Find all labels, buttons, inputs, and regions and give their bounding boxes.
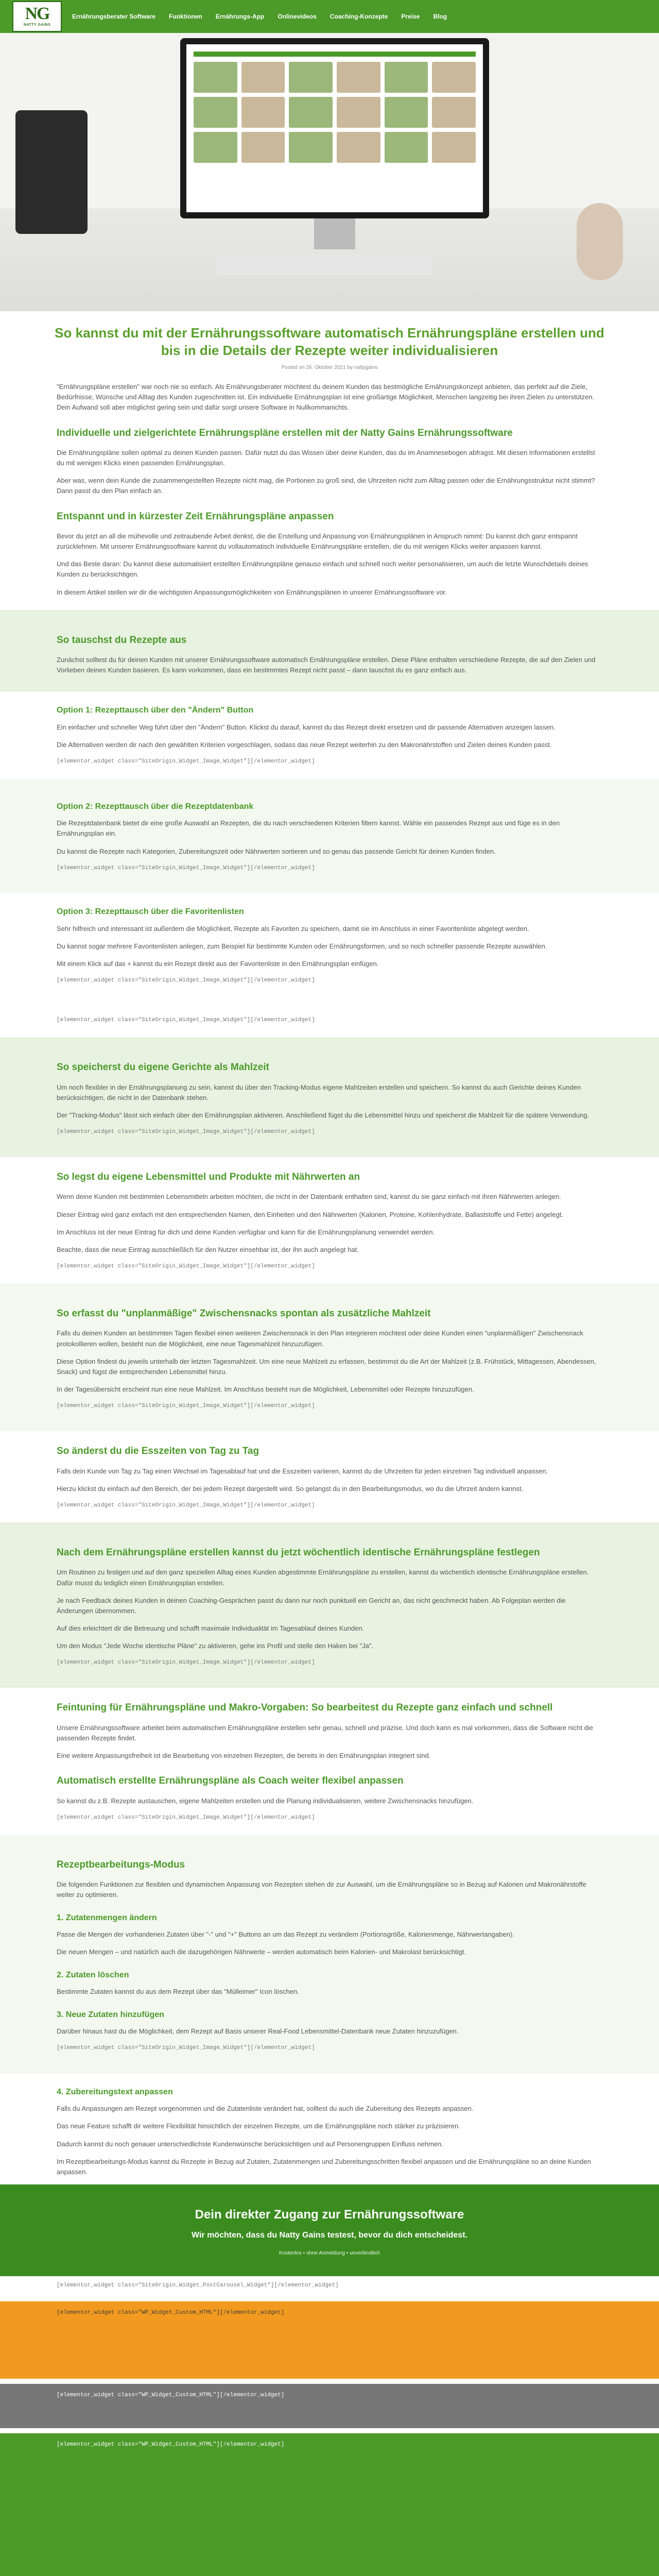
paragraph: Dadurch kannst du noch genauer unterschiedlichste Kundenwünsche berücksichtigen und auf Personengruppen Einfluss nehmen.: [57, 2140, 443, 2148]
article-title: So kannst du mit der Ernährungssoftware automatisch Ernährungspläne erstellen und bis in die Details der Rezepte weiter individualisieren: [55, 325, 604, 358]
paragraph: Unsere Ernährungssoftware arbeitet beim automatischen Ernährungspläne erstellen sehr genau, schnell und präzise. Und doch kann es mal vorkommen, dass die Software nicht die passenden Rezepte findet.: [57, 1723, 594, 1742]
cta-banner: [0, 2184, 659, 2276]
section-heading: Nach dem Ernährungspläne erstellen kannst du jetzt wöchentlich identische Ernährungspläne festlegen: [57, 1547, 540, 1558]
nav-item-coaching[interactable]: Coaching-Konzepte: [330, 12, 388, 20]
nav-item-software[interactable]: Ernährungsberater Software: [72, 12, 156, 20]
nav-menu: [72, 12, 447, 22]
pen-holder: [15, 110, 88, 234]
section-heading: So speicherst du eigene Gerichte als Mahlzeit: [57, 1062, 269, 1073]
paragraph: Eine weitere Anpassungsfreiheit ist die Bearbeitung von einzelnen Rezepten, die bereits in den Ernährungsplan integriert sind.: [57, 1752, 431, 1760]
widget-shortcode: [elementor_widget class="SiteOrigin_Widget_Image_Widget"][/elementor_widget]: [57, 977, 315, 984]
grey-band: [0, 2384, 659, 2428]
widget-shortcode: [elementor_widget class="SiteOrigin_Widget_Image_Widget"][/elementor_widget]: [57, 865, 315, 871]
section-heading: So erfasst du "unplanmäßige" Zwischensnacks spontan als zusätzliche Mahlzeit: [57, 1308, 431, 1319]
paragraph: Im Rezeptbearbeitungs-Modus kannst du Rezepte in Bezug auf Zutaten, Zutatenmengen und Zubereitungsschritten flexibel anpassen und die Ernährungspläne so an deine Kunden anpassen.: [57, 2157, 591, 2176]
paragraph: Die Alternativen werden dir nach den gewählten Kriterien vorgeschlagen, sodass das neue Rezept weiterhin zu den Makronährstoffen und Zielen deines Kunden passt.: [57, 741, 552, 749]
nav-item-videos[interactable]: Onlinevideos: [278, 12, 317, 20]
section-heading: Feintuning für Ernährungspläne und Makro-Vorgaben: So bearbeitest du Rezepte ganz einfach und schnell: [57, 1702, 553, 1714]
paragraph: In der Tagesübersicht erscheint nun eine neue Mahlzeit. Im Anschluss besteht nun die Möglichkeit, Lebensmittel oder Rezepte hinzuzufügen.: [57, 1385, 474, 1394]
paragraph: Zunächst solltest du für deinen Kunden mit unserer Ernährungssoftware automatisch Ernährungspläne erstellen. Diese Pläne enthalten verschiedene Rezepte, die auf den Zielen und Vorlieben deines Kunden basieren. Es kann vorkommen, dass ein bestimmtes Rezept nicht passt – dann tauschst du es ganz einfach aus.: [57, 656, 596, 674]
paragraph: Du kannst die Rezepte nach Kategorien, Zubereitungszeit oder Nährwerten sortieren und so genau das passende Gericht für deinen Kunden finden.: [57, 847, 496, 855]
paragraph: Das neue Feature schafft dir weitere Flexibilität hinsichtlich der einzelnen Rezepte, um die Ernährungspläne noch stärker zu präzisieren.: [57, 2122, 460, 2130]
subsection-heading: Option 1: Rezepttausch über den "Ändern" Button: [57, 706, 254, 715]
section-heading: Entspannt und in kürzester Zeit Ernährungspläne anpassen: [57, 511, 334, 522]
widget-shortcode: [elementor_widget class="SiteOrigin_Widget_PostCarousel_Widget"][/elementor_widget]: [57, 2282, 339, 2289]
paragraph: Im Anschluss ist der neue Eintrag für dich und deine Kunden verfügbar und kann für die Ernährungsplanung verwendet werden.: [57, 1228, 435, 1236]
paragraph: Um den Modus "Jede Woche identische Pläne" zu aktivieren, gehe ins Profil und stelle den Haken bei "Ja".: [57, 1642, 374, 1650]
paragraph: Die folgenden Funktionen zur flexiblen und dynamischen Anpassung von Rezepten stehen dir zur Auswahl, um die Ernährungspläne so in Bezug auf Kalorien und Makronährstoffe weiter zu optimieren.: [57, 1880, 586, 1899]
subsection-heading: Option 2: Rezepttausch über die Rezeptdatenbank: [57, 802, 254, 811]
widget-shortcode: [elementor_widget class="WP_Widget_Custom_HTML"][/elementor_widget]: [57, 2392, 285, 2398]
screen-header-bar: [194, 52, 476, 57]
keyboard: [216, 255, 432, 275]
monitor: [180, 38, 489, 218]
paragraph: So kannst du z.B. Rezepte austauschen, eigene Mahlzeiten erstellen und die Planung individualisieren, weitere Zwischensnacks hinzufügen.: [57, 1797, 474, 1805]
main-navigation: [0, 0, 659, 33]
paragraph: Bevor du jetzt an all die mühevolle und zeitraubende Arbeit denkst, die die Erstellung und Anpassung von Ernährungsplänen in Anspruch nimmt: Du kannst dich ganz entspannt zurücklehnen. Mit unserer Ernährungssoftware kannst du vollautomatisch individuelle Ernährungspläne erstellen, die du mit wenigen Klicks weiter anpassen kannst.: [57, 532, 578, 551]
nav-item-preise[interactable]: Preise: [401, 12, 420, 20]
widget-shortcode: [elementor_widget class="SiteOrigin_Widget_Image_Widget"][/elementor_widget]: [57, 758, 315, 765]
widget-shortcode: [elementor_widget class="SiteOrigin_Widget_Image_Widget"][/elementor_widget]: [57, 1502, 315, 1509]
paragraph: Bestimmte Zutaten kannst du aus dem Rezept über das "Mülleimer" Icon löschen.: [57, 1988, 299, 1996]
section-band: [0, 1283, 659, 1431]
intro-paragraph: "Ernährungspläne erstellen" war noch nie so einfach. Als Ernährungsberater möchtest du deinem Kunden das bestmögliche Ernährungskonzept anbieten, das perfekt auf die Ziele, Bedürfnisse, Wünsche und Alltag des Kunden zugeschnitten ist. Ein individuelle Ernährungsplan ist eine großartige Möglichkeit, Menschen langzeitig bei ihren Zielen zu unterstützen. Dein Aufwand soll aber möglichst gering sein und dafür sorgt unsere Software in Nullkommanichts.: [57, 383, 595, 412]
paragraph: Und das Beste daran: Du kannst diese automatisiert erstellten Ernährungspläne genauso einfach und schnell noch weiter personalisieren, um auch die letzte Wunschdetails deines Kunden zu berücksichtigen.: [57, 560, 588, 579]
paragraph: Der "Tracking-Modus" lässt sich einfach über den Ernährungsplan aktivieren. Anschließend fügst du die Lebensmittel hinzu und speicherst die Mahlzeit für die spätere Verwendung.: [57, 1111, 589, 1119]
nav-item-app[interactable]: Ernährungs-App: [215, 12, 265, 20]
paragraph: In diesem Artikel stellen wir dir die wichtigsten Anpassungsmöglichkeiten von Ernährungsplänen in unserer Ernährungssoftware vor.: [57, 588, 447, 596]
widget-shortcode: [elementor_widget class="SiteOrigin_Widget_Image_Widget"][/elementor_widget]: [57, 1403, 315, 1410]
section-heading: Rezeptbearbeitungs-Modus: [57, 1859, 185, 1870]
subsection-heading: 4. Zubereitungstext anpassen: [57, 2087, 173, 2096]
site-logo[interactable]: [12, 1, 62, 32]
section-band: [0, 1037, 659, 1157]
paragraph: Hierzu klickst du einfach auf den Bereich, der bei jedem Rezept dargestellt wird. So gelangst du in den Bearbeitungsmodus, wo du die Uhrzeit ändern kannst.: [57, 1484, 524, 1493]
widget-shortcode: [elementor_widget class="SiteOrigin_Widget_Image_Widget"][/elementor_widget]: [57, 2045, 315, 2052]
paragraph: Aber was, wenn dein Kunde die zusammengestellten Rezepte nicht mag, die Portionen zu groß sind, die Uhrzeiten nicht zum Alltag passen oder die Ernährungsstruktur nicht stimmt? Dann passt du den Plan einfach an.: [57, 477, 595, 495]
section-band: [0, 1835, 659, 2074]
paragraph: Dieser Eintrag wird ganz einfach mit den entsprechenden Namen, den Einheiten und den Nährwerten (Kalorien, Proteine, Kohlenhydrate, Ballaststoffe und Fette) angelegt.: [57, 1210, 564, 1218]
paragraph: Falls dein Kunde von Tag zu Tag einen Wechsel im Tagesablauf hat und die Esszeiten variieren, kannst du die Uhrzeiten für jeden einzelnen Tag individuell anpassen.: [57, 1467, 548, 1475]
section-heading: Automatisch erstellte Ernährungspläne als Coach weiter flexibel anpassen: [57, 1775, 404, 1787]
subsection-heading: 1. Zutatenmengen ändern: [57, 1913, 157, 1922]
site-footer: [0, 2433, 659, 2576]
paragraph: Ein einfacher und schneller Weg führt über den "Ändern" Button. Klickst du darauf, kannst du das Rezept direkt ersetzen und dir passende Alternativen anzeigen lassen.: [57, 723, 556, 732]
cta-subheading: Wir möchten, dass du Natty Gains testest, bevor du dich entscheidest.: [192, 2231, 467, 2240]
logo-mark: NG: [25, 4, 49, 23]
article-meta: Posted on 26. Oktober 2021 by nattygains: [281, 364, 378, 370]
section-heading: Individuelle und zielgerichtete Ernährungspläne erstellen mit der Natty Gains Ernährungssoftware: [57, 427, 513, 438]
paragraph: Falls du Anpassungen am Rezept vorgenommen und die Zutatenliste verändert hat, solltest du auch die Zubereitung des Rezepts anpassen.: [57, 2105, 474, 2113]
article-body: [57, 382, 602, 598]
paragraph: Beachte, dass die neue Eintrag ausschließlich für den Nutzer einsehbar ist, der ihn auch angelegt hat.: [57, 1245, 359, 1253]
paragraph: Auf dies erleichtert dir die Betreuung und schafft maximale Individualität im Tagesablauf deines Kunden.: [57, 1624, 365, 1632]
nav-item-funktionen[interactable]: Funktionen: [169, 12, 202, 20]
paragraph: Die Rezeptdatenbank bietet dir eine große Auswahl an Rezepten, die du nach verschiedenen Kriterien filtern kannst. Wähle ein passendes Rezept aus und füge es in den Ernährungsplan ein.: [57, 819, 560, 838]
paragraph: Falls du deinen Kunden an bestimmten Tagen flexibel einen weiteren Zwischensnack in den Plan integrieren möchtest oder deine Kunden einen "unplanmäßigen" Zwischensnack protokollieren wollen, besteht nun die Möglichkeit, eine neue Tagesmahlzeit hinzuzufügen.: [57, 1329, 583, 1348]
section-heading: So änderst du die Esszeiten von Tag zu Tag: [57, 1446, 259, 1457]
subsection-heading: 3. Neue Zutaten hinzufügen: [57, 2010, 164, 2019]
cta-heading: Dein direkter Zugang zur Ernährungssoftware: [195, 2208, 464, 2222]
paragraph: Je nach Feedback deines Kunden in deinen Coaching-Gesprächen passt du dann nur noch punktuell ein Gericht an, das nicht geschmeckt haben. Ab Folgeplan werden die Änderungen übernommen.: [57, 1596, 566, 1615]
hero-image: [0, 33, 659, 311]
monitor-screen: [186, 44, 483, 212]
section-heading: So legst du eigene Lebensmittel und Produkte mit Nährwerten an: [57, 1171, 360, 1182]
monitor-stand: [314, 218, 355, 249]
subsection-heading: Option 3: Rezepttausch über die Favoritenlisten: [57, 907, 244, 916]
widget-shortcode: [elementor_widget class="SiteOrigin_Widget_Image_Widget"][/elementor_widget]: [57, 1263, 315, 1269]
orange-band: [0, 2301, 659, 2379]
paragraph: Du kannst sogar mehrere Favoritenlisten anlegen, zum Beispiel für bestimmte Kunden oder Ernährungsformen, und so noch schneller passende Rezepte auswählen.: [57, 942, 547, 950]
section-heading: So tauschst du Rezepte aus: [57, 634, 187, 646]
paragraph: Die neuen Mengen – und natürlich auch die dazugehörigen Nährwerte – werden automatisch beim Kalorien- und Makrolast berücksichtigt.: [57, 1948, 466, 1956]
section-band: [0, 779, 659, 893]
widget-shortcode: [elementor_widget class="SiteOrigin_Widget_Image_Widget"][/elementor_widget]: [57, 1128, 315, 1135]
logo-text: NATTY GAINS: [23, 23, 51, 27]
paragraph: Um Routinen zu festigen und auf den ganz speziellen Alltag eines Kunden abgestimmte Ernährungspläne zu erstellen, kannst du wöchentlich identische Ernährungspläne erstellen. Dafür musst du lediglich einen Ernährungsplan erstellen.: [57, 1568, 589, 1587]
cta-links[interactable]: Kostenlos • ohne Anmeldung • unverbindlich: [279, 2250, 380, 2256]
widget-shortcode: [elementor_widget class="SiteOrigin_Widget_Image_Widget"][/elementor_widget]: [57, 1659, 315, 1666]
section-band: [0, 1522, 659, 1688]
paragraph: Darüber hinaus hast du die Möglichkeit, dem Rezept auf Basis unserer Real-Food Lebensmittel-Datenbank neue Zutaten hinzuzufügen.: [57, 2027, 459, 2036]
subsection-heading: 2. Zutaten löschen: [57, 1970, 129, 1979]
paragraph: Diese Option findest du jeweils unterhalb der letzten Tagesmahlzeit. Um eine neue Mahlzeit zu erfassen, bestimmst du die Art der Mahlzeit (z.B. Frühstück, Mittagessen, Abendessen, Snack) und fügst die entsprechenden Lebensmittel hinzu.: [57, 1357, 596, 1376]
hand-mouse: [577, 203, 623, 280]
widget-shortcode: [elementor_widget class="SiteOrigin_Widget_Image_Widget"][/elementor_widget]: [57, 1017, 315, 1024]
paragraph: Die Ernährungspläne sollen optimal zu deinen Kunden passen. Dafür nutzt du das Wissen über deine Kunden, das du im Anamnesebogen abfragst. Mit diesen Informationen erstellst du mit wenigen Klicks einen passenden Ernährungsplan.: [57, 448, 595, 467]
widget-shortcode: [elementor_widget class="SiteOrigin_Widget_Image_Widget"][/elementor_widget]: [57, 1814, 315, 1821]
paragraph: Um noch flexibler in der Ernährungsplanung zu sein, kannst du über den Tracking-Modus eigene Mahlzeiten erstellen und speichern. So kannst du auch Gerichte deines Kunden berücksichtigen, die nicht in der Datenbank stehen.: [57, 1083, 581, 1101]
section-band: [0, 610, 659, 692]
widget-shortcode: [elementor_widget class="WP_Widget_Custom_HTML"][/elementor_widget]: [57, 2441, 285, 2448]
paragraph: Mit einem Klick auf das + kannst du ein Rezept direkt aus der Favoritenliste in den Ernährungsplan einfügen.: [57, 959, 379, 968]
screen-recipe-tiles: [194, 62, 476, 163]
paragraph: Sehr hilfreich und interessant ist außerdem die Möglichkeit, Rezepte als Favoriten zu speichern, damit sie im Anschluss in einer Favoritenliste abgelegt werden.: [57, 924, 529, 933]
widget-shortcode: [elementor_widget class="WP_Widget_Custom_HTML"][/elementor_widget]: [57, 2309, 285, 2316]
nav-item-blog[interactable]: Blog: [433, 12, 447, 20]
paragraph: Passe die Mengen der vorhandenen Zutaten über "-" und "+" Buttons an um das Rezept zu verändern (Portionsgröße, Kalorienmenge, Nährwertangaben).: [57, 1930, 514, 1939]
paragraph: Wenn deine Kunden mit bestimmten Lebensmitteln arbeiten möchten, die nicht in der Datenbank enthalten sind, kannst du sie ganz einfach mit ihren Nährwerten anlegen.: [57, 1193, 561, 1201]
